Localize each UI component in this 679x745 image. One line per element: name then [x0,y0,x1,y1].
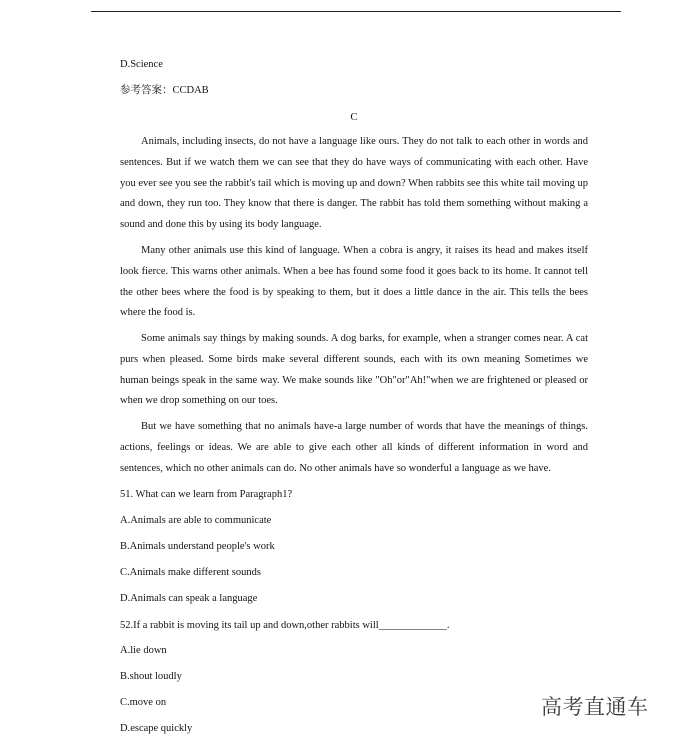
passage-paragraph-1: Animals, including insects, do not have a language like ours. They do not talk to each other in words and sentences. But if we watch them we can see that they do have ways of communicating with each other. Have you ever see you see the rabbit's tail which is moving up and down? When rabbits see this white tail moving up and down, they run too. They know that there is danger. The rabbit has told them something without making a sound and done this by using its body language. [120,136,588,231]
question-51-option-a: A.Animals are able to communicate [120,515,272,526]
section-heading: C [350,111,358,123]
question-51-option-d: D.Animals can speak a language [120,593,258,604]
question-51-option-b: B.Animals understand people's work [120,541,275,552]
top-rule [91,11,621,12]
watermark-logo: 高考直通车 [541,695,649,719]
question-51-option-c: C.Animals make different sounds [120,567,261,578]
answer-key: 参考答案：CCDAB [120,85,209,96]
question-51-stem: 51. What can we learn from Paragraph1? [120,489,293,500]
passage-paragraph-4: But we have something that no animals have-a large number of words that have the meanings of things. actions, feelings or ideas. We are able to give each other all kinds of different information in word and sentences, which no other animals can do. No other animals have so wonderful a language as we have. [120,421,588,474]
passage-paragraph-3: Some animals say things by making sounds. A dog barks, for example, when a stranger comes near. A cat purs when pleased. Some birds make several different sounds, each with its own meaning Sometimes we human beings speak in the same way. We make sounds like "Oh"or"Ah!"when we are frightened or pleased or when we drop something on our toes. [120,333,588,407]
passage-paragraph-2: Many other animals use this kind of language. When a cobra is angry, it raises its head and makes itself look fierce. This warns other animals. When a bee has found some food it goes back to its home. It cannot tell the other bees where the food is by speaking to them, but it does a little dance in the air. This tells the bees where the food is. [120,245,588,319]
question-52-option-a: A.lie down [120,645,167,656]
question-52-option-b: B.shout loudly [120,671,182,682]
question-52-stem: 52.If a rabbit is moving its tail up and down,other rabbits will_____________. [120,620,450,631]
question-52-option-c: C.move on [120,697,167,708]
previous-option-d: D.Science [120,59,163,70]
question-52-option-d: D.escape quickly [120,723,193,734]
